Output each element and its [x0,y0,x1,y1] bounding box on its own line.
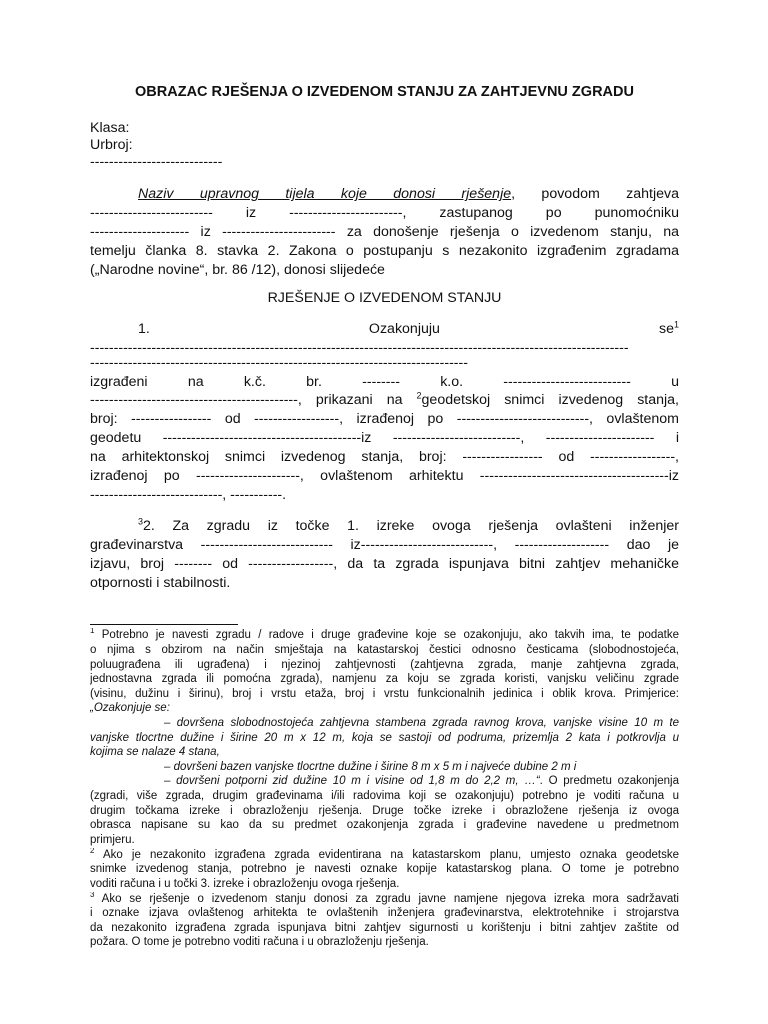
footnote-1-example-label: „Ozakonjuje se: [90,702,170,714]
footnote-3-line-1: $^3$ Ako se rješenje o izvedenom stanju donosi za zgradu javne namjene njegova izreka mora sadržavati [90,892,679,905]
footnote-2-line-3: voditi računa i u točki 3. izreke i obrazloženju ovoga rješenja. [90,878,400,890]
item2-line-3: izjavu, broj -------- od ------------------, da ta zgrada ispunjava bitni zahtjev mehaničke [90,556,679,572]
urbroj-label: Urbroj: [90,137,133,153]
klasa-label: Klasa: [90,120,130,136]
footnote-1-line-1: $^1$ Potrebno je navesti zgradu / radove i druge građevine koje se ozakonjuju, ako takvih ima, te podatke [90,628,679,641]
item2-line-2: građevinarstva ---------------------------- iz----------------------------, -------------------- dao je [90,537,679,553]
item1-line-8: na arhitektonskoj snimci izvedenog stanja, broj: ----------------- od ------------------, [90,449,679,465]
footnote-1-example-3: – dovršeni potporni zid dužine 10 m i visine od 1,8 m do 2,2 m, …“. O predmetu ozakonjenja [164,775,679,787]
intro-line-2: -------------------------- iz ------------------------, zastupanog po punomoćniku [90,205,679,221]
item2-line-1: $^3$2. Za zgradu iz točke 1. izreke ovoga rješenja ovlašteni inženjer [138,517,679,534]
footnote-3-line-3: da nezakonito izgrađena zgrada ispunjava bitni zahtjev sigurnosti u korištenju i bitni zahtjev zaštite od [90,922,679,934]
item1-line-9: izrađenoj po ----------------------, ovlaštenom arhitektu ----------------------------------------iz [90,468,679,484]
footnote-ref-1: 1 [673,320,679,330]
footnote-1-example-1: – dovršena slobodnostojeća zahtjevna stambena zgrada ravnog krova, vanjske visine 10 m te [164,717,679,729]
footnote-1-line-4: jednostavna zgrada ili pomoćna zgrada), namjenu za koju se zgrada koristi, vanjsku veličinu zgrade [90,673,679,685]
footnote-1-example-2: – dovršeni bazen vanjske tlocrtne dužine i širine 8 m x 5 m i najveće dubine 2 m i [164,761,577,773]
footnote-1-line-2: o njima s obzirom na način smještaja na katastarskoj čestici odnosno česticama (slobodnostojeća, [90,644,679,656]
document-title: OBRAZAC RJEŠENJA O IZVEDENOM STANJU ZA ZAHTJEVNU ZGRADU [135,84,634,100]
intro-line-3: --------------------- iz ------------------------ za donošenje rješenja o izvedenom stanju, na [90,224,679,240]
item1-line-10: ----------------------------, -----------. [90,487,287,503]
footnote-1-tail-1: (zgradi, više zgrada, drugim građevinama i/ili radovima koji se ozakonjuju) potrebno je voditi računa u [90,790,679,802]
item1-line-3: -------------------------------------------------------------------------------- [90,355,468,371]
item2-line-4: otpornosti i stabilnosti. [90,575,231,591]
footnote-ref-3: 3 [138,517,144,527]
item1-line-1: 1. Ozakonjuju $se^1$ [138,320,679,337]
item1-line-5: --------------------------------------------, prikazani na $^2$geodetskoj snimci izvedenog stanja, [90,391,679,408]
footnote-2-line-2: snimke izvedenog stanja, potrebno je navesti oznake kopije katastarskog plana. O tome je potrebno [90,863,679,875]
footnote-ref-2: 2 [416,391,422,401]
decision-subtitle: RJEŠENJE O IZVEDENOM STANJU [267,290,502,306]
issuing-body-placeholder: Naziv upravnog tijela koje donosi rješenje [138,186,512,202]
footnote-1-example-1c: kojima se nalaze 4 stana, [90,746,220,758]
footnote-2-line-1: $^2$ Ako je nezakonito izgrađena zgrada evidentirana na katastarskom planu, umjesto oznaka geodetske [90,848,679,861]
intro-line-4: temelju članka 8. stavka 2. Zakona o postupanju s nezakonito izgrađenim zgradama [90,243,679,259]
footnote-1-tail-3: obrasca napisane su kao da su predmet ozakonjenja zgrada i građevine navedene u predmetnom [90,819,679,831]
footnote-3-line-4: požara. O tome je potrebno voditi računa i u obrazloženju rješenja. [90,936,429,948]
footnote-1-tail-4: primjeru. [90,834,135,846]
intro-line-5: („Narodne novine“, br. 86 /12), donosi slijedeće [90,262,385,278]
footnote-3-line-2: i oznake izjava ovlaštenog arhitekta te ovlaštenih inženjera građevinarstva, elektrotehnike i strojarstva [90,907,679,919]
item1-line-7: geodetu ------------------------------------------iz ---------------------------, ----------------------- i [90,430,679,446]
signature-dash-line: ---------------------------- [90,154,223,170]
item1-line-4: izgrađeni na k.č. br. -------- k.o. --------------------------- u [90,374,679,390]
footnote-separator [90,624,238,625]
item1-line-6: broj: ----------------- od ------------------, izrađenoj po ----------------------------, ovlaštenom [90,411,679,427]
footnote-1-line-3: poluugrađena ili ugrađena) i njezinoj zahtjevnosti (zahtjevna zgrada, manje zahtjevna zgrada, [90,659,679,671]
item1-line-2: ------------------------------------------------------------------------------------------------------------------ [90,340,629,356]
footnote-1-example-1b: vanjske tlocrtne dužine i širine 20 m x 12 m, koja se sastoji od podruma, prizemlja 2 kata i potkrovlja u [90,732,679,744]
footnote-1-line-5: (visinu, dužinu i širinu), broj i vrstu etaža, broj i vrstu funkcionalnih jedinica i oblik krova. Primjerice: [90,688,679,700]
footnote-1-tail-2: drugim točkama izreke i obrazloženju rješenja. Druge točke izreke i obrazložene rješenja iz ovoga [90,805,679,817]
intro-line-1: Naziv upravnog tijela koje donosi rješenje, povodom zahtjeva [138,186,679,202]
